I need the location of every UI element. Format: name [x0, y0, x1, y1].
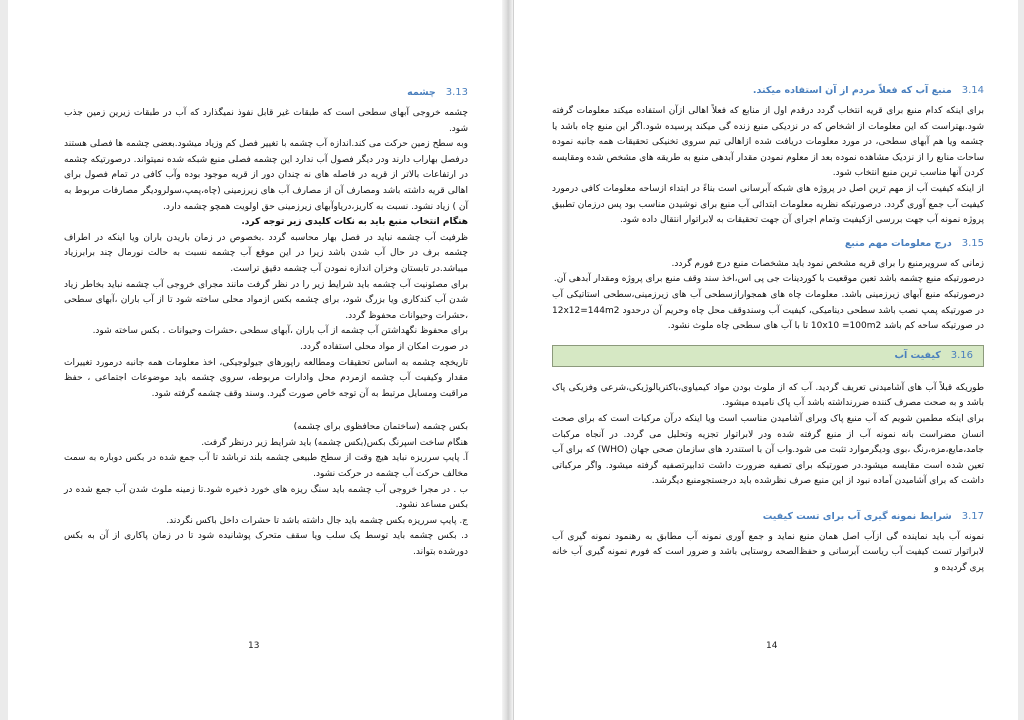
right-page — [513, 0, 1018, 720]
bold-subheading: هنگام انتخاب منبع باید به نکات کلیدی زیر توجه کرد. — [241, 217, 468, 228]
book-spine — [502, 0, 513, 720]
section-heading-3-17 — [552, 508, 984, 530]
right-page-content — [552, 82, 984, 577]
paragraph: زمانی که سرویرمنبع را برای قریه مشخص نمود باید مشخصات منبع درج فورم گردد. — [671, 258, 984, 269]
paragraph: برای اینکه مطمین شویم که آب منبع پاک وبرای آشامیدن مناسب است ویا اینکه درآن مرکبات است که برای صحت انسان مضراست بانه نمونه آب از منبع گرفته شده ودر لابراتوار تجزیه وتحلیل می گردد. در آنجاه مرکبات جامد،مایع،مزه،رنگ ،بوی ودیگرموارد تثبت می شود.واب آن با استندرد های سازمان صحی جهان (WHO) که برای آب تعین شده است مقایسه میشود.در صورتیکه برای تصفیه ضرورت داشت تدابیرتصفیه گرفته میشود. واگر مرکباتی داشت که برای آشامیدن آماده نبود از این منبع صرف نظرشده باید درجستجومنبع دیگرشد. — [552, 413, 984, 487]
paragraph: ظرفیت آب چشمه نباید در فصل بهار محاسبه گردد .بخصوص در زمان باریدن باران ویا اینکه در اطراف چشمه برف در حال آب شدن باشد زیرا در این موقع آب چشمه نسبت به حالت نورمال چند برابرزیاد میباشد.در تابستان وخزان اندازه نمودن آب چشمه دقیق تراست. — [64, 232, 468, 274]
list-item: ج. پایپ سرریزه بکس چشمه باید جال داشته باشد تا حشرات داخل باکس نگردند. — [166, 515, 468, 526]
section-title: شرایط نمونه گیری آب برای تست کیفیت — [762, 510, 952, 522]
section-number: 3.15 — [961, 237, 984, 249]
paragraph: برای محفوظ نگهداشتن آب چشمه از آب باران ،آبهای سطحی ،حشرات وحیوانات . بکس ساخته شود. — [92, 326, 468, 337]
section-title: کیفیت آب — [894, 349, 941, 361]
paragraph: چشمه خروجی آبهای سطحی است که طبقات غیر قابل نفوذ نمیگذارد که آب در طبقات زیرین زمین جذب شود. — [64, 108, 468, 134]
page-number: 13 — [248, 641, 260, 651]
paragraph: درصورتیکه منبع آبهای زیرزمینی باشد. معلومات چاه های همجوارازسطحی آب های زیرزمینی،سطحی استاتیکی آب در صورتیکه پمپ نصب باشد سطحی دینامیکی، کیفیت آب وسندوقف محل چاه وحریم آن درحدود 12x12=144m2 در صورتیکه ساحه کم باشد 10x10 =100m2 تا با آب های سطحی چاه ملوث نشود. — [552, 289, 984, 332]
highlighted-heading-box — [552, 345, 984, 367]
list-item: د. بکس چشمه باید توسط یک سلب ویا سقف متحرک پوشانیده شود تا در زمان پاکاری از آن به بکس دورشده بتواند. — [64, 531, 468, 558]
section-number: 3.17 — [961, 510, 984, 522]
box-intro: هنگام ساخت اسپرنگ بکس(بکس چشمه) باید شرایط زیر درنظر گرفت. — [201, 437, 468, 448]
section-number: 3.13 — [445, 87, 468, 98]
paragraph: برای مصئونیت آب چشمه باید شرایط زیر را در نظر گرفت مانند مجرای خروجی آب چشمه نباید بخاطر زیاد شدن آب کندکاری ویا بزرگ شود، برای چشمه بکس ازمواد محلی ساخته شود تا از آب باران ،آبهای سطحی ،حشرات وحیوانات محفوظ گردد. — [64, 279, 468, 321]
section-number: 3.16 — [950, 349, 973, 361]
section-heading-3-15 — [552, 235, 984, 257]
paragraph: از اینکه کیفیت آب از مهم ترین اصل در پروژه های شبکه آبرسانی است بناءً در ابتداء ازساحه معلومات کافی درمورد کیفیت آب جمع آوری گردد. درصورتیکه نظریه معلومات ابتدائی آب منبع برای نوشیدن مناسب بود پس درزمان تطبیق پروژه نمونه آب جهت بررسی ازکیفیت وتمام اجرای آن جهت تحقیقات به لابراتوار انتقال داده شود. — [552, 183, 984, 226]
page-number: 14 — [766, 641, 778, 651]
paragraph: درصورتیکه منبع چشمه باشد تعین موقعیت با کوردینات جی پی اس،اخذ سند وقف منبع برای پروژه ومقدار آبدهی آن. — [553, 274, 984, 285]
list-item: آ. پایپ سرریزه نباید هیچ وقت از سطح طبیعی چشمه بلند ترباشد تا آب جمع شده در بکس دوباره به سمت مخالف حرکت آب چشمه در حرکت نشود. — [64, 453, 468, 480]
paragraph: نمونه آب باید نماینده گی ازآب اصل همان منبع نماید و جمع آوری نمونه آب مطابق به رهنمود نمونه گیری آب لابراتوار تست کیفیت آب ریاست آبرسانی و حفظ‌الصحه روستایی باشد و ضرور است که فورم نمونه گیری آب خانه پری گردیده و — [552, 531, 984, 574]
paragraph: برای اینکه کدام منبع برای قریه انتخاب گردد درقدم اول از منابع که فعلاً اهالی ازآن استفاده میکند معلومات گرفته شود.بهتراست که این معلومات از اشخاص که در نزدیکی منبع زنده گی میکند پرسیده شود.اگر این منبع چاه باشد یا چشمه ویا هم آبهای سطحی، در مورد معلومات دریافت شده ازاهالی تیم سروی تخنیکی تحقیقات همه جانبه نموده ساحات منابع را از نزدیک مشاهده نموده بعد از معلوم نمودن مقدار آبدهی منبع به طریقه های مشخص شده ومقایسه کردن آنها مناسب ترین منبع انتخاب شود. — [552, 106, 984, 179]
section-heading-3-13 — [64, 84, 468, 106]
section-heading-3-16 — [553, 346, 973, 366]
paragraph: وبه سطح زمین حرکت می کند.اندازه آب چشمه با تغییر فصل کم وزیاد میشود.بعضی چشمه ها فصلی هستند درفصل بهاراب دارند ودر دیگر فصول آب ندارد این چشمه فصلی منبع شبکه شده نمیتواند. درصورتیکه چشمه در ارتفاعات بالاتر از قریه در فاصله های نه چندان دور از قریه موجود بوده وآب کافی در تمام فصول برای اهالی قریه داشته باشد ومصارف آن از مصارف آب های زیرزمینی (چاه،پمپ،سولرودیگر مصارفات مربوط به آن ) زیاد نشود. نسبت به کاریز،دریاوآبهای زیرزمینی حق اولویت همچو چشمه دارد. — [64, 139, 468, 212]
paragraph: طوریکه قبلاً آب های آشامیدنی تعریف گردید. آب که از ملوث بودن مواد کیمیاوی،باکتریالوژیکی،شرعی وفزیکی پاک باشد و به صحت مصرف کننده ضررنداشته باشد آب پاک نامیده میشود. — [552, 382, 984, 409]
box-heading: بکس چشمه (ساختمان محافظوی برای چشمه) — [293, 422, 468, 433]
left-page-content — [64, 84, 468, 561]
section-title: چشمه — [407, 87, 436, 98]
list-item: ب . در مجرا خروجی آب چشمه باید سنگ ریزه های خورد ذخیره شود.تا زمینه ملوث شدن آب جمع شده در بکس مساعد نشود. — [64, 484, 468, 511]
section-title: منبع آب که فعلاً مردم از آن استفاده میکند. — [752, 85, 952, 96]
paragraph: در صورت امکان از مواد محلی استفاده گردد. — [300, 341, 468, 352]
left-page — [8, 0, 502, 720]
section-number: 3.14 — [961, 85, 984, 96]
section-title: درج معلومات مهم منبع — [844, 237, 952, 249]
section-heading-3-14 — [552, 82, 984, 104]
paragraph: تاریخچه چشمه به اساس تحقیقات ومطالعه راپورهای جیولوجیکی، اخذ معلومات همه جانبه درمورد تغییرات مقدار وکیفیت آب چشمه ازمردم محل وادارات مربوطه، سروی چشمه باید موضوعات اجتماعی ، حفظ مراقبت ومسایل مرتبط به آن توجه خاص صورت گیرد. وسند وقف چشمه گرفته شود. — [64, 357, 468, 399]
